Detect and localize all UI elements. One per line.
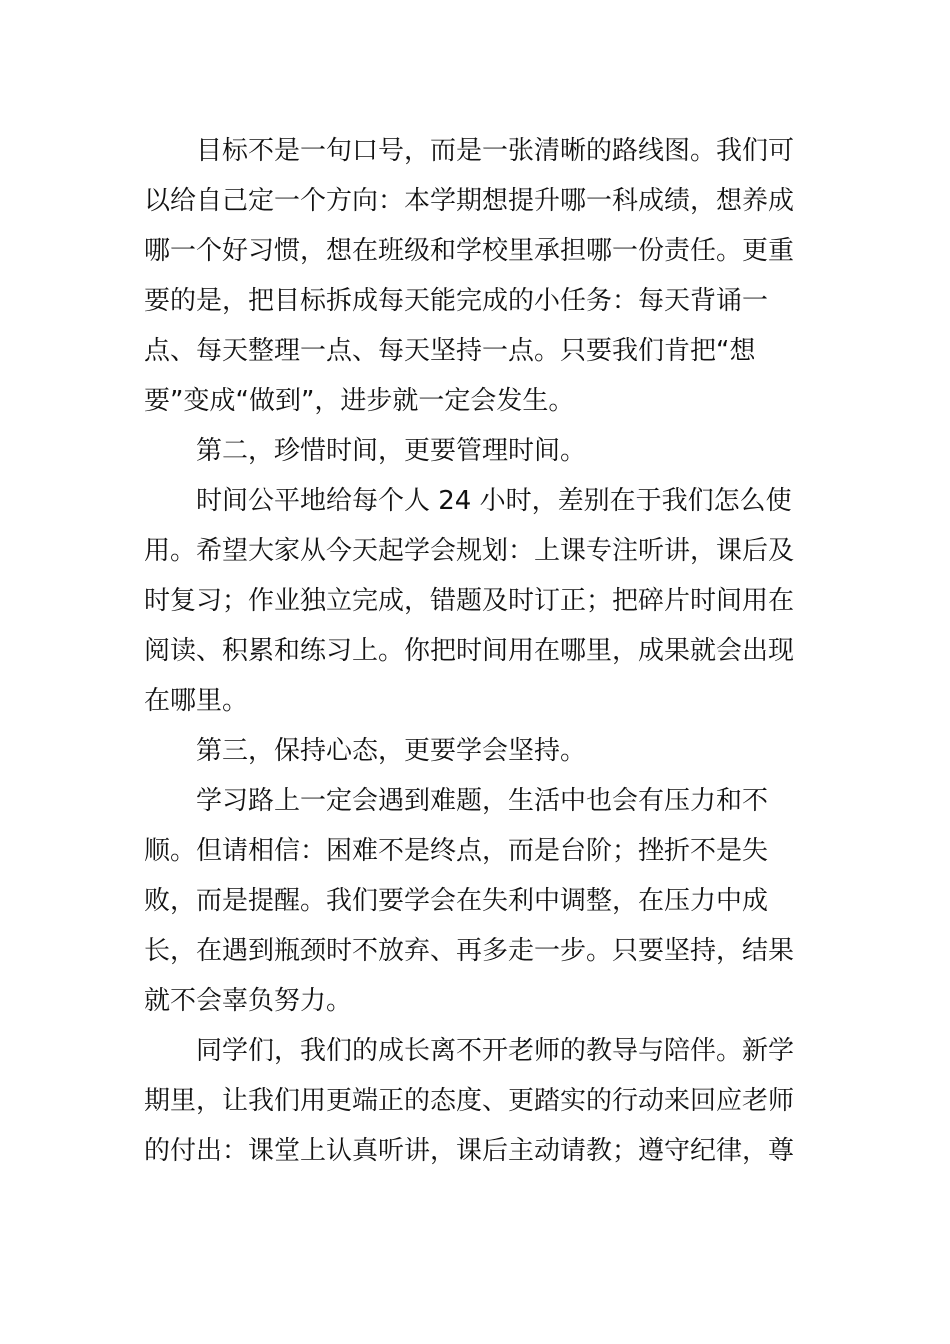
section-heading: 第二，珍惜时间，更要管理时间。 <box>196 436 587 466</box>
text-line: 在哪里。 <box>144 686 249 716</box>
text-line: 学习路上一定会遇到难题，生活中也会有压力和不 <box>196 786 769 816</box>
text-line: 败，而是提醒。我们要学会在失利中调整，在压力中成 <box>144 886 769 916</box>
body-text <box>144 126 795 1176</box>
text-line: 要”变成“做到”，进步就一定会发生。 <box>144 386 575 416</box>
text-line: 哪一个好习惯，想在班级和学校里承担哪一份责任。更重 <box>144 236 795 266</box>
text-line: 点、每天整理一点、每天坚持一点。只要我们肯把“想 <box>144 336 756 366</box>
text-line: 同学们，我们的成长离不开老师的教导与陪伴。新学 <box>196 1036 795 1066</box>
text-line: 就不会辜负努力。 <box>144 986 353 1016</box>
section-heading: 第三，保持心态，更要学会坚持。 <box>196 736 587 766</box>
text-line: 目标不是一句口号，而是一张清晰的路线图。我们可 <box>196 136 795 166</box>
text-line: 期里，让我们用更端正的态度、更踏实的行动来回应老师 <box>144 1086 795 1116</box>
text-line: 顺。但请相信：困难不是终点，而是台阶；挫折不是失 <box>144 836 769 866</box>
text-line: 阅读、积累和练习上。你把时间用在哪里，成果就会出现 <box>144 636 795 666</box>
text-line: 时复习；作业独立完成，错题及时订正；把碎片时间用在 <box>144 586 795 616</box>
text-line: 的付出：课堂上认真听讲，课后主动请教；遵守纪律，尊 <box>144 1136 795 1166</box>
text-line: 以给自己定一个方向：本学期想提升哪一科成绩，想养成 <box>144 186 795 216</box>
text-line: 要的是，把目标拆成每天能完成的小任务：每天背诵一 <box>144 286 769 316</box>
text-line: 用。希望大家从今天起学会规划：上课专注听讲，课后及 <box>144 536 795 566</box>
text-line: 长，在遇到瓶颈时不放弃、再多走一步。只要坚持，结果 <box>144 936 795 966</box>
text-line: 时间公平地给每个人 24 小时，差别在于我们怎么使 <box>196 486 792 516</box>
